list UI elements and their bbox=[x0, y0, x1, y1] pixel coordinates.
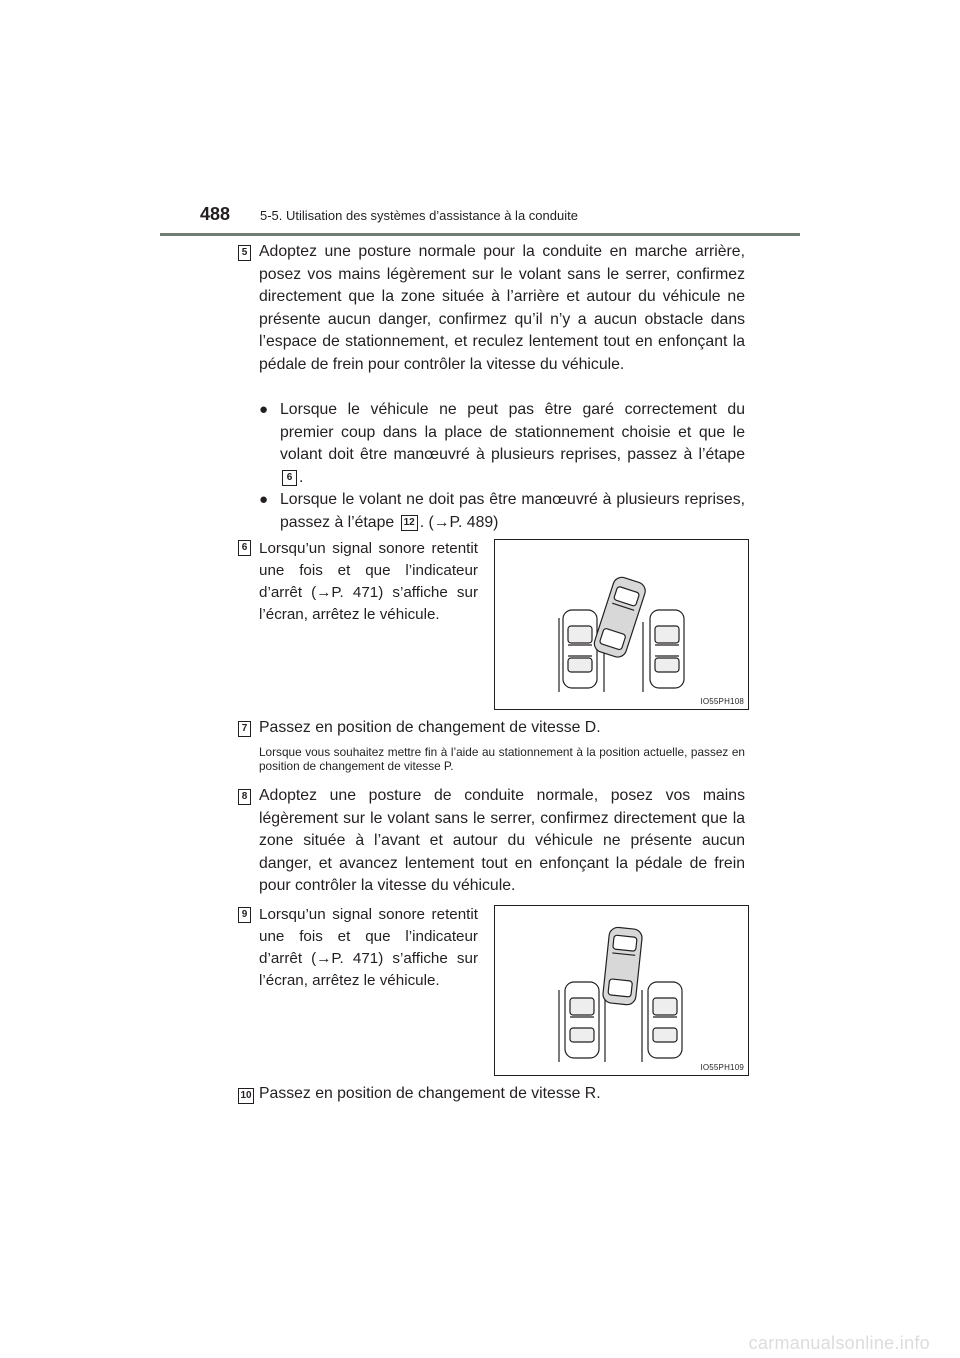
step-5-text: Adoptez une posture normale pour la conduite en marche arrière, posez vos mains légèrement sur le volant sans le serrer, confirmez directement que la zone située à l’arrière et autour du véhicule ne présente aucun danger, confirmez qu’il n’y a aucun obstacle dans l’espace de stationnement, et reculez lentement tout en enfonçant la pédale de frein pour contrôler la vitesse du véhicule. bbox=[259, 243, 745, 373]
parked-car-left bbox=[563, 610, 597, 688]
step-7-note: Lorsque vous souhaitez mettre fin à l’aide au stationnement à la position actuelle, passez en position de changement de vitesse P. bbox=[259, 745, 745, 773]
parked-car-right bbox=[650, 610, 684, 688]
watermark-text: carmanualsonline.info bbox=[748, 1332, 930, 1353]
step-badge-8: 8 bbox=[238, 789, 251, 805]
step-ref-6: 6 bbox=[282, 470, 297, 486]
step-10-text: Passez en position de changement de vitesse R. bbox=[259, 1085, 601, 1102]
watermark bbox=[0, 1328, 960, 1358]
step-5-bullet-1 bbox=[259, 399, 745, 489]
bullet-icon: ● bbox=[259, 491, 269, 508]
step-ref-12: 12 bbox=[401, 515, 418, 531]
step-8-text: Adoptez une posture de conduite normale, posez vos mains légèrement sur le volant sans le serrer, confirmez directement que la zone située à l’avant et autour du véhicule ne présente aucun danger, et avancez lentement tout en enfonçant la pédale de frein pour contrôler la vitesse du véhicule. bbox=[259, 787, 745, 894]
step-7-text: Passez en position de changement de vitesse D. bbox=[259, 719, 601, 736]
step-6-text: Lorsqu’un signal sonore retentit une fois et que l’indicateur d’arrêt (→P. 471) s’affiche sur l’écran, arrêtez le véhicule. bbox=[259, 540, 478, 623]
step-badge-9: 9 bbox=[238, 907, 251, 923]
section-title: 5-5. Utilisation des systèmes d’assistance à la conduite bbox=[260, 208, 578, 223]
step-badge-10: 10 bbox=[238, 1088, 254, 1104]
parking-illustration-1 bbox=[495, 540, 750, 711]
step-9-text: Lorsqu’un signal sonore retentit une fois et que l’indicateur d’arrêt (→P. 471) s’affiche sur l’écran, arrêtez le véhicule. bbox=[259, 906, 478, 989]
figure-id: IO55PH108 bbox=[700, 697, 744, 706]
bullet-1-text: Lorsque le véhicule ne peut pas être garé correctement du premier coup dans la place de stationnement choisie et que le volant doit être manœuvré à plusieurs reprises, passez à l’étape bbox=[280, 401, 745, 463]
step-5-bullet-2 bbox=[259, 489, 745, 534]
parking-figure-2 bbox=[494, 905, 749, 1076]
bullet-1-end: . bbox=[299, 468, 304, 486]
parking-illustration-2 bbox=[495, 906, 750, 1077]
parking-figure-1 bbox=[494, 539, 749, 710]
step-badge-6: 6 bbox=[238, 540, 251, 556]
header-rule bbox=[160, 233, 800, 236]
own-vehicle bbox=[592, 575, 647, 659]
bullet-icon: ● bbox=[259, 401, 269, 418]
step-badge-5: 5 bbox=[238, 245, 251, 261]
own-vehicle bbox=[602, 927, 643, 1006]
parked-car-left bbox=[565, 982, 599, 1058]
step-badge-7: 7 bbox=[238, 721, 251, 737]
bullet-2-end: . (→P. 489) bbox=[419, 513, 499, 531]
figure-id: IO55PH109 bbox=[700, 1063, 744, 1072]
bullet-2-text: Lorsque le volant ne doit pas être manœuvré à plusieurs reprises, passez à l’étape bbox=[280, 491, 745, 531]
page-number: 488 bbox=[200, 204, 231, 224]
parked-car-right bbox=[648, 982, 682, 1058]
